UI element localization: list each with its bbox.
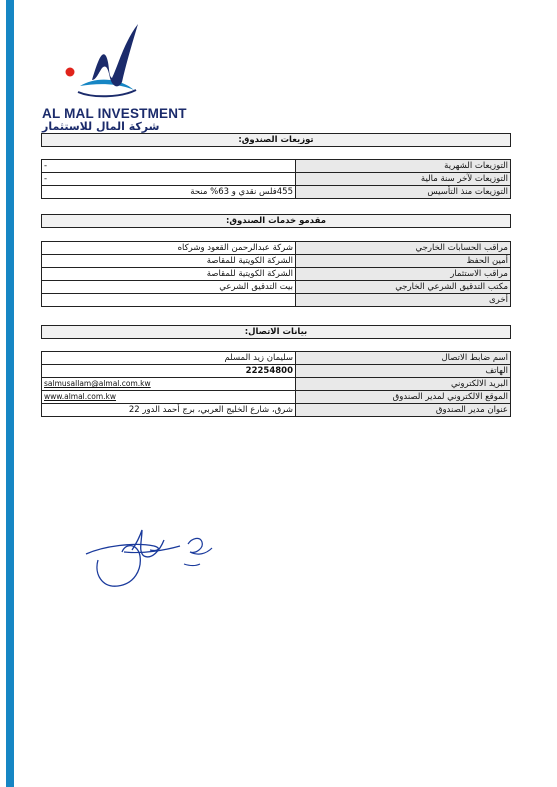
contact-officer-label: اسم ضابط الاتصال [296, 352, 511, 365]
sharia-audit-label: مكتب التدقيق الشرعي الخارجي [296, 281, 511, 294]
table-row [42, 352, 511, 365]
company-name-ar: شركة المال للاستثمار [42, 120, 160, 133]
address-label: عنوان مدير الصندوق [296, 404, 511, 417]
table-row [42, 294, 511, 307]
sharia-audit-value: بيت التدقيق الشرعي [42, 281, 296, 294]
external-auditor-value: شركة عبدالرحمن القعود وشركاه [42, 242, 296, 255]
monthly-distributions-value: - [42, 160, 296, 173]
table-row [42, 242, 511, 255]
distributions-table [41, 159, 511, 199]
table-row [42, 404, 511, 417]
table-row [42, 173, 511, 186]
table-row [42, 186, 511, 199]
table-row [42, 365, 511, 378]
phone-label: الهاتف [296, 365, 511, 378]
providers-table [41, 241, 511, 307]
last-year-distributions-value: - [42, 173, 296, 186]
investment-controller-label: مراقب الاستثمار [296, 268, 511, 281]
phone-value: 22254800 [42, 365, 296, 378]
other-provider-value [42, 294, 296, 307]
external-auditor-label: مراقب الحسابات الخارجي [296, 242, 511, 255]
distributions-section-title: توزيعات الصندوق: [41, 133, 511, 147]
since-inception-distributions-label: التوزيعات منذ التأسيس [296, 186, 511, 199]
last-year-distributions-label: التوزيعات لآخر سنة مالية [296, 173, 511, 186]
table-row [42, 378, 511, 391]
website-link[interactable]: www.almal.com.kw [42, 391, 296, 404]
custodian-label: أمين الحفظ [296, 255, 511, 268]
providers-section-title: مقدمو خدمات الصندوق: [41, 214, 511, 228]
monthly-distributions-label: التوزيعات الشهرية [296, 160, 511, 173]
website-label: الموقع الالكتروني لمدير الصندوق [296, 391, 511, 404]
investment-controller-value: الشركة الكويتية للمقاصة [42, 268, 296, 281]
custodian-value: الشركة الكويتية للمقاصة [42, 255, 296, 268]
contact-officer-value: سليمان زيد المسلم [42, 352, 296, 365]
company-logo [62, 20, 152, 106]
other-provider-label: أخرى [296, 294, 511, 307]
email-link[interactable]: salmusallam@almal.com.kw [42, 378, 296, 391]
table-row [42, 255, 511, 268]
address-value: شرق، شارع الخليج العربي، برج أحمد الدور 22 [42, 404, 296, 417]
table-row [42, 391, 511, 404]
table-row [42, 160, 511, 173]
company-name-en: AL MAL INVESTMENT [42, 106, 187, 121]
email-label: البريد الالكتروني [296, 378, 511, 391]
page-edge-bar [6, 0, 14, 787]
handwritten-signature [84, 526, 224, 596]
since-inception-distributions-value: 455فلس نقدي و 63% منحة [42, 186, 296, 199]
table-row [42, 281, 511, 294]
contact-section-title: بيانات الاتصال: [41, 325, 511, 339]
contact-table [41, 351, 511, 417]
table-row [42, 268, 511, 281]
